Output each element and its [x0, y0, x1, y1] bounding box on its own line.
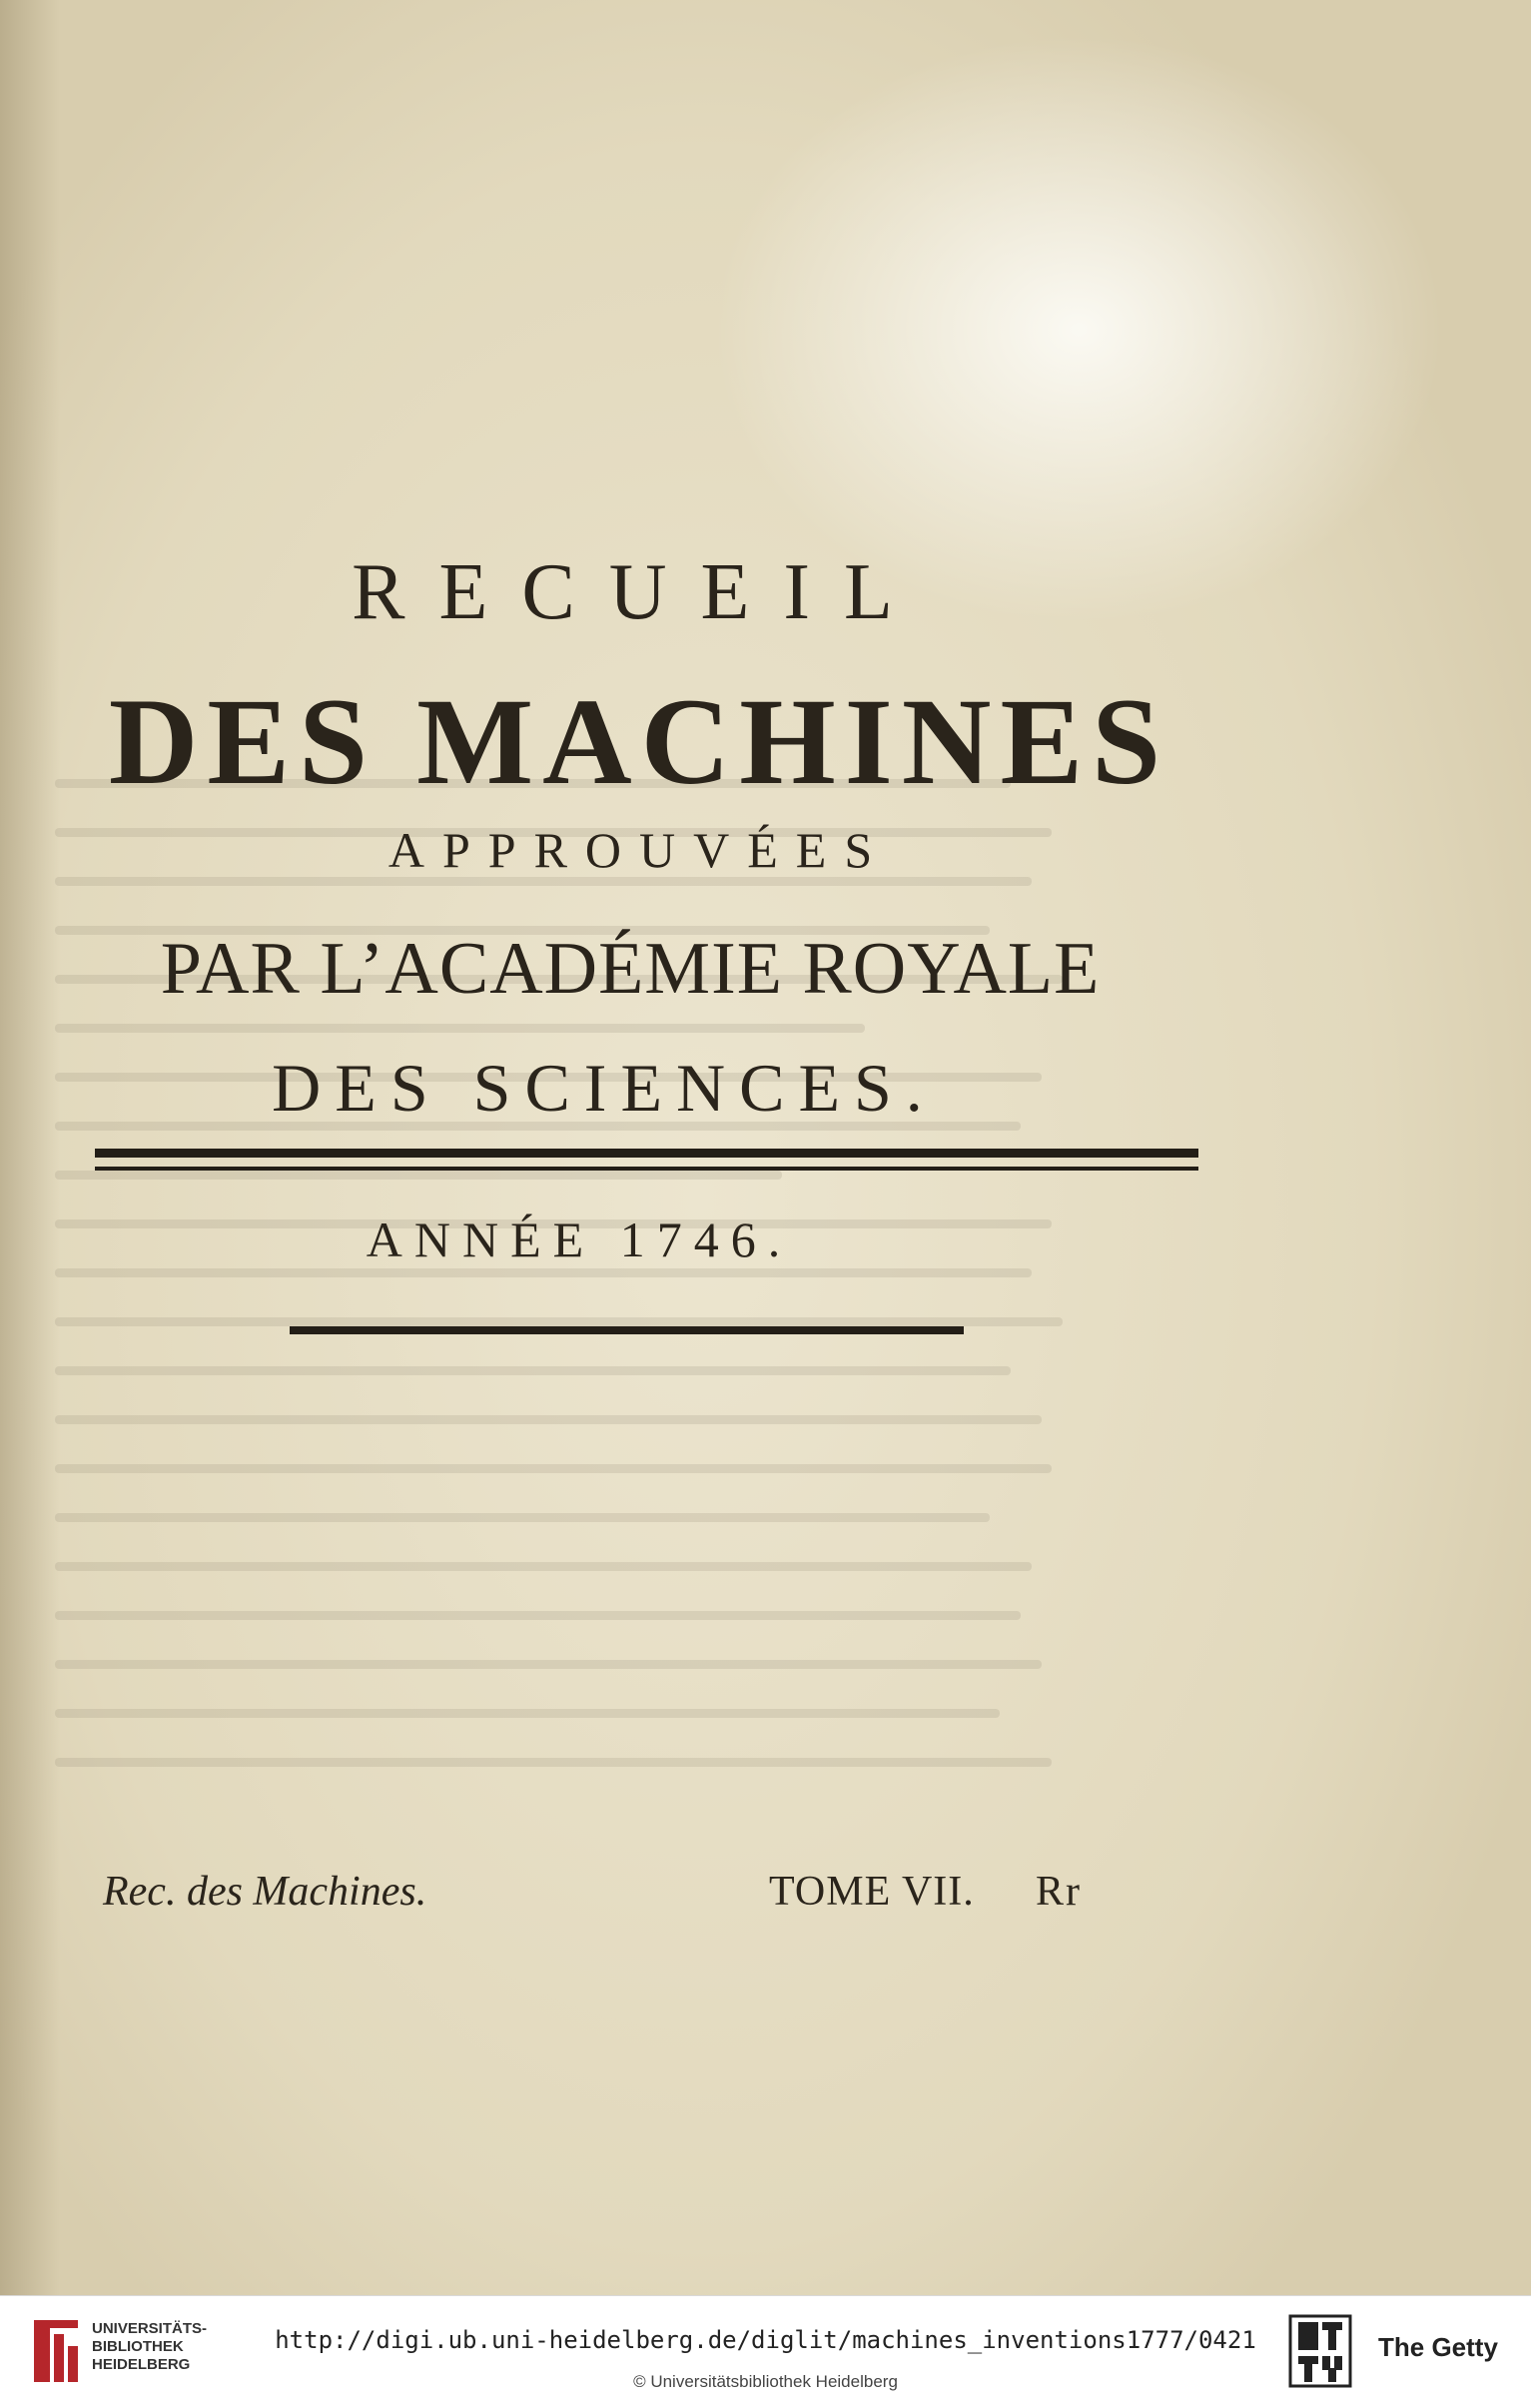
- title-approuvees: APPROUVÉES: [387, 822, 891, 878]
- permalink-url[interactable]: http://digi.ub.uni-heidelberg.de/diglit/machines_inventions1777/0421: [275, 2326, 1256, 2354]
- viewer-footer-bar: [0, 2295, 1531, 2408]
- sponsor-name: The Getty: [1378, 2332, 1498, 2362]
- footer-volume: TOME VII.: [769, 1869, 975, 1915]
- title-des-machines: DES MACHINES: [108, 673, 1170, 810]
- page-spine-shadow: [0, 0, 60, 2295]
- library-name-line: BIBLIOTHEK: [92, 2338, 184, 2355]
- year-line: ANNÉE 1746.: [366, 1211, 793, 1267]
- double-rule-top: [95, 1149, 1198, 1158]
- double-rule-bottom: [95, 1167, 1198, 1171]
- title-recueil: RECUEIL: [352, 548, 927, 636]
- short-rule: [290, 1326, 964, 1334]
- getty-logo-icon: [1288, 2314, 1352, 2388]
- library-name-line: UNIVERSITÄTS-: [92, 2320, 208, 2337]
- title-des-sciences: DES SCIENCES.: [272, 1050, 937, 1126]
- title-academie: PAR L’ACADÉMIE ROYALE: [160, 928, 1101, 1010]
- footer-signature-mark: Rr: [1036, 1869, 1082, 1915]
- library-name-line: HEIDELBERG: [92, 2356, 191, 2373]
- copyright-notice: © Universitätsbibliothek Heidelberg: [633, 2372, 898, 2391]
- footer-book-title: Rec. des Machines.: [103, 1869, 427, 1915]
